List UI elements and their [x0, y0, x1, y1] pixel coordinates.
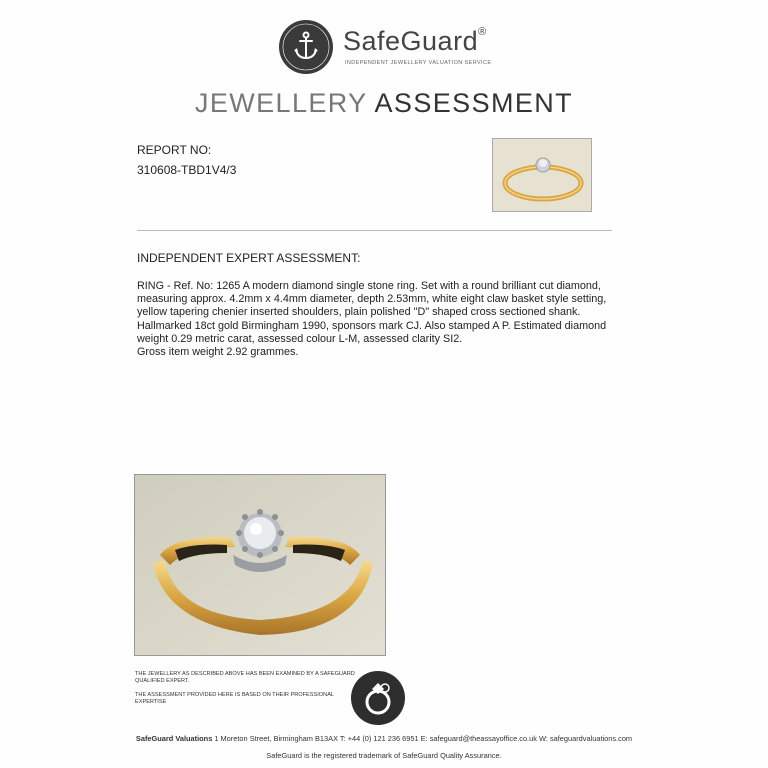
assessment-heading: INDEPENDENT EXPERT ASSESSMENT: [137, 251, 361, 265]
disclaimer-examined: THE JEWELLERY AS DESCRIBED ABOVE HAS BEEN EXAMINED BY A SAFEGUARD QUALIFIED EXPERT. [135, 671, 355, 684]
anchor-icon [279, 20, 333, 74]
footer-contact: SafeGuard Valuations 1 Moreton Street, Birmingham B13AX T: +44 (0) 121 236 6951 E: safeguard@theassayoffice.co.uk W: safeguardvaluations.com [135, 734, 633, 743]
ring-photo [134, 474, 386, 656]
ring-description: RING - Ref. No: 1265 A modern diamond single stone ring. Set with a round brilliant cut diamond, measuring approx. 4.2mm x 4.4mm diameter, depth 2.53mm, white eight claw basket style setting, yellow tapering chenier inserted shoulders, plain polished "D" shaped cross sectioned shank. Hallmarked 18ct gold Birmingham 1990, sponsors mark CJ. Also stamped A P. Estimated diamond weight 0.29 metric carat, assessed colour L-M, assessed clarity SI2. [137, 280, 607, 345]
ring-thumbnail [492, 138, 592, 212]
gross-weight: Gross item weight 2.92 grammes. [137, 346, 299, 359]
brand-name: SafeGuard® [343, 26, 487, 56]
ring-seal-icon [351, 671, 405, 725]
disclaimer [135, 671, 355, 713]
report-label: REPORT NO: [137, 143, 212, 157]
footer-trademark: SafeGuard is the registered trademark of SafeGuard Quality Assurance. [266, 751, 502, 760]
assessment-description [137, 280, 612, 359]
page-title: JEWELLERY ASSESSMENT [194, 88, 574, 118]
report-number: 310608-TBD1V4/3 [137, 163, 237, 177]
brand-tagline: INDEPENDENT JEWELLERY VALUATION SERVICE [345, 60, 492, 66]
disclaimer-expertise: THE ASSESSMENT PROVIDED HERE IS BASED ON THEIR PROFESSIONAL EXPERTISE [135, 692, 334, 705]
divider [137, 230, 612, 231]
